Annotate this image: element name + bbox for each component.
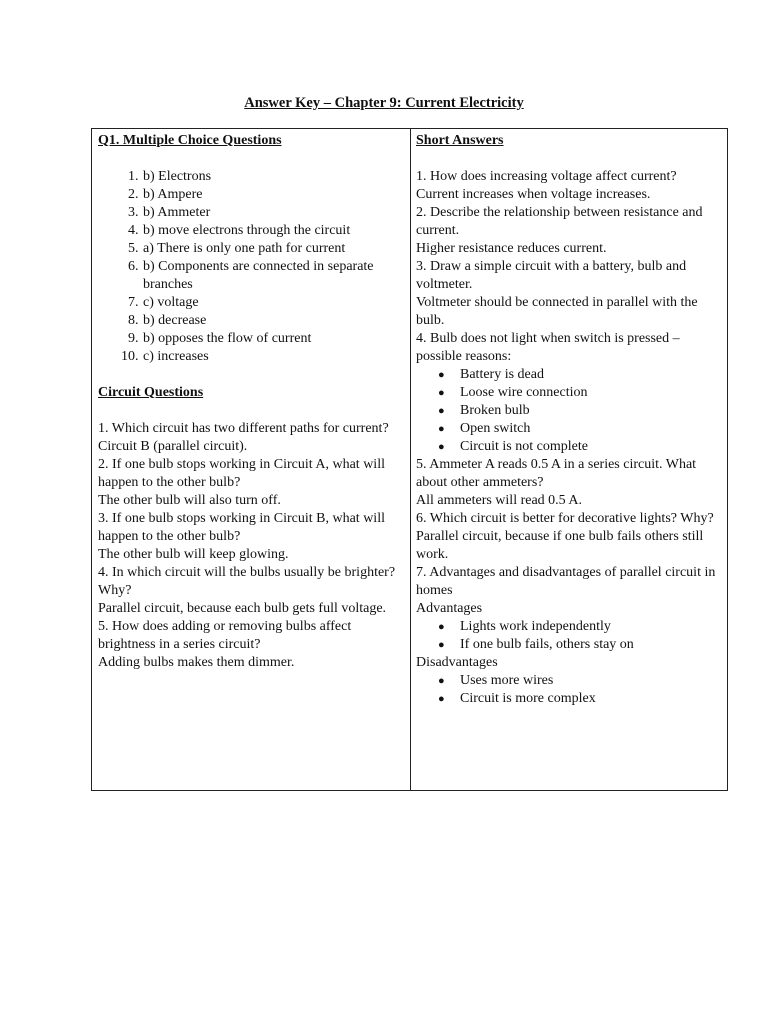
circuit-question: 2. If one bulb stops working in Circuit A, what will happen to the other bulb? bbox=[98, 457, 385, 490]
mcq-answer: 1. b) Electrons bbox=[142, 168, 405, 186]
circuit-question: 4. In which circuit will the bulbs usually be brighter? Why? bbox=[98, 565, 396, 598]
circuit-answer: The other bulb will keep glowing. bbox=[98, 547, 289, 562]
advantages-list bbox=[416, 618, 723, 654]
circuit-question: 5. How does adding or removing bulbs affect brightness in a series circuit? bbox=[98, 619, 352, 652]
short-question: 7. Advantages and disadvantages of parallel circuit in homes bbox=[416, 565, 716, 598]
circuit-question: 1. Which circuit has two different paths for current? bbox=[98, 421, 389, 436]
advantage-item: ● Lights work independently bbox=[460, 618, 723, 636]
short-answers-heading: Short Answers bbox=[416, 133, 504, 148]
mcq-answer: 6. b) Components are connected in separate branches bbox=[142, 258, 405, 294]
disadvantages-label: Disadvantages bbox=[416, 655, 498, 670]
short-answer: Parallel circuit, because if one bulb fails others still work. bbox=[416, 529, 704, 562]
mcq-answer: 4. b) move electrons through the circuit bbox=[142, 222, 405, 240]
reason-item: ● Broken bulb bbox=[460, 402, 723, 420]
left-column bbox=[92, 129, 411, 790]
mcq-answer: 2. b) Ampere bbox=[142, 186, 405, 204]
mcq-answer: 10. c) increases bbox=[142, 348, 405, 366]
short-answer: Voltmeter should be connected in parallel with the bulb. bbox=[416, 295, 698, 328]
short-answer: Current increases when voltage increases. bbox=[416, 187, 651, 202]
advantage-item: ● If one bulb fails, others stay on bbox=[460, 636, 723, 654]
advantages-label: Advantages bbox=[416, 601, 483, 616]
page-title: Answer Key – Chapter 9: Current Electricity bbox=[244, 95, 524, 111]
circuit-answer: Adding bulbs makes them dimmer. bbox=[98, 655, 295, 670]
mcq-answer: 7. c) voltage bbox=[142, 294, 405, 312]
circuit-heading: Circuit Questions bbox=[98, 385, 204, 400]
reasons-list bbox=[416, 366, 723, 456]
short-answer: All ammeters will read 0.5 A. bbox=[416, 493, 583, 508]
mcq-heading: Q1. Multiple Choice Questions bbox=[98, 133, 282, 148]
answer-table bbox=[91, 128, 728, 791]
short-question: 5. Ammeter A reads 0.5 A in a series circuit. What about other ammeters? bbox=[416, 457, 697, 490]
circuit-answer: Circuit B (parallel circuit). bbox=[98, 439, 248, 454]
short-question: 4. Bulb does not light when switch is pressed – possible reasons: bbox=[416, 331, 680, 364]
circuit-answer: Parallel circuit, because each bulb gets full voltage. bbox=[98, 601, 387, 616]
mcq-list bbox=[98, 168, 405, 366]
disadvantage-item: ● Uses more wires bbox=[460, 672, 723, 690]
short-question: 2. Describe the relationship between resistance and current. bbox=[416, 205, 703, 238]
circuit-answer: The other bulb will also turn off. bbox=[98, 493, 281, 508]
short-answer: Higher resistance reduces current. bbox=[416, 241, 607, 256]
right-column bbox=[411, 129, 727, 790]
mcq-answer: 8. b) decrease bbox=[142, 312, 405, 330]
short-question: 1. How does increasing voltage affect current? bbox=[416, 169, 677, 184]
reason-item: ● Battery is dead bbox=[460, 366, 723, 384]
short-question: 6. Which circuit is better for decorative lights? Why? bbox=[416, 511, 714, 526]
mcq-answer: 3. b) Ammeter bbox=[142, 204, 405, 222]
reason-item: ● Loose wire connection bbox=[460, 384, 723, 402]
mcq-answer: 9. b) opposes the flow of current bbox=[142, 330, 405, 348]
short-question: 3. Draw a simple circuit with a battery, bulb and voltmeter. bbox=[416, 259, 687, 292]
disadvantages-list bbox=[416, 672, 723, 708]
reason-item: ● Open switch bbox=[460, 420, 723, 438]
circuit-question: 3. If one bulb stops working in Circuit B, what will happen to the other bulb? bbox=[98, 511, 385, 544]
reason-item: ● Circuit is not complete bbox=[460, 438, 723, 456]
mcq-answer: 5. a) There is only one path for current bbox=[142, 240, 405, 258]
disadvantage-item: ● Circuit is more complex bbox=[460, 690, 723, 708]
